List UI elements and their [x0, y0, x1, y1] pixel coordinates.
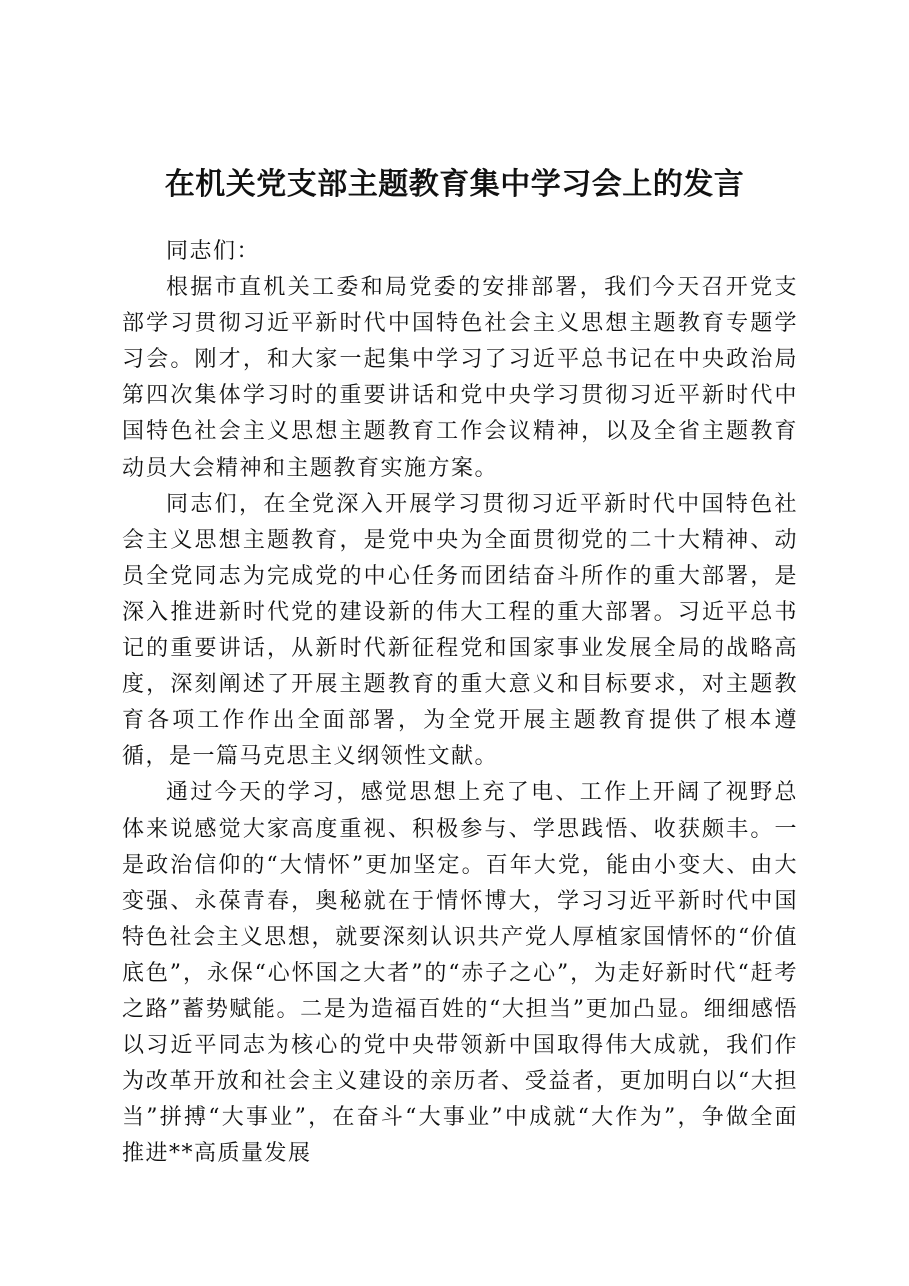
body-paragraph: 同志们，在全党深入开展学习贯彻习近平新时代中国特色社会主义思想主题教育，是党中央为全面贯彻党的二十大精神、动员全党同志为完成党的中心任务而团结奋斗所作的重大部署，是深入推进新时代党的建设新的伟大工程的重大部署。习近平总书记的重要讲话，从新时代新征程党和国家事业发展全局的战略高度，深刻阐述了开展主题教育的重大意义和目标要求，对主题教育各项工作作出全面部署，为全党开展主题教育提供了根本遵循，是一篇马克思主义纲领性文献。: [122, 491, 798, 770]
body-paragraph: 通过今天的学习，感觉思想上充了电、工作上开阔了视野总体来说感觉大家高度重视、积极参与、学思践悟、收获颇丰。一是政治信仰的“大情怀”更加坚定。百年大党，能由小变大、由大变强、永葆青春，奥秘就在于情怀博大，学习习近平新时代中国特色社会主义思想，就要深刻认识共产党人厚植家国情怀的“价值底色”，永保“心怀国之大者”的“赤子之心”，为走好新时代“赶考之路”蓄势赋能。二是为造福百姓的“大担当”更加凸显。细细感悟以习近平同志为核心的党中央带领新中国取得伟大成就，我们作为改革开放和社会主义建设的亲历者、受益者，更加明白以“大担当”拼搏“大事业”，在奋斗“大事业”中成就“大作为”，争做全面推进**高质量发展: [122, 780, 798, 1167]
document-body: [122, 234, 798, 1172]
body-paragraph: 根据市直机关工委和局党委的安排部署，我们今天召开党支部学习贯彻习近平新时代中国特色社会主义思想主题教育专题学习会。刚才，和大家一起集中学习了习近平总书记在中央政治局第四次集体学习时的重要讲话和党中央学习贯彻习近平新时代中国特色社会主义思想主题教育工作会议精神，以及全省主题教育动员大会精神和主题教育实施方案。: [122, 275, 798, 481]
document-title: 在机关党支部主题教育集中学习会上的发言: [164, 167, 745, 202]
salutation-paragraph: 同志们：: [166, 239, 261, 264]
